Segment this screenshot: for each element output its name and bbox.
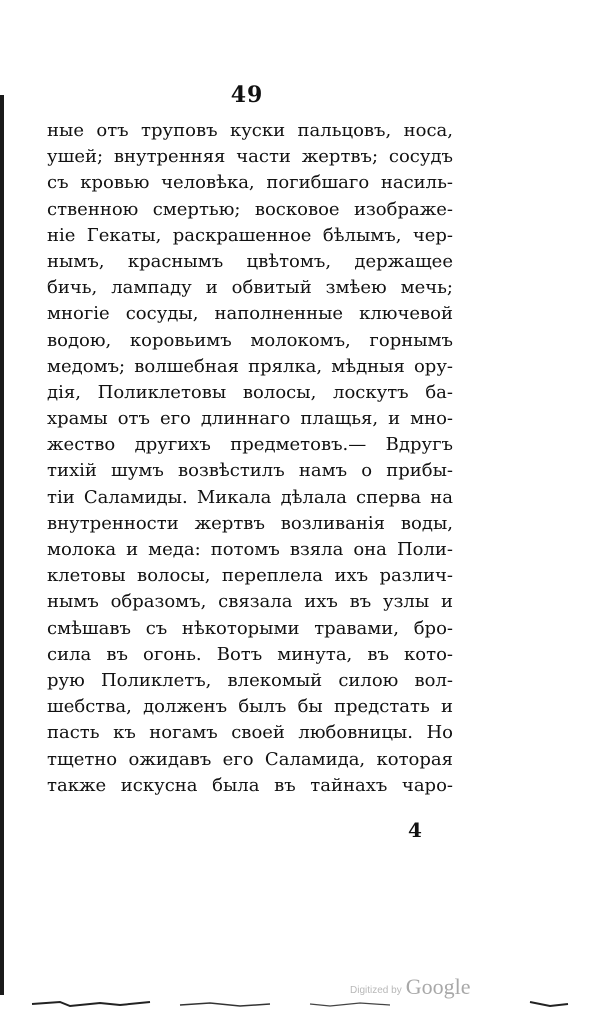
body-text bbox=[47, 118, 453, 799]
text-line: пасть къ ногамъ своей любовницы. Но bbox=[47, 722, 453, 744]
text-line: многіе сосуды, наполненные ключевой bbox=[47, 303, 453, 325]
text-line: нымъ, краснымъ цвѣтомъ, держащее bbox=[47, 250, 453, 272]
text-line: рую Поликлетъ, влекомый силою вол- bbox=[47, 669, 453, 691]
page-binding-edge bbox=[0, 95, 4, 995]
text-line: также искусна была въ тайнахъ чаро- bbox=[47, 774, 453, 796]
text-line: внутренности жертвъ возливанія воды, bbox=[47, 512, 453, 534]
watermark-prefix: Digitized by bbox=[350, 985, 402, 996]
text-line: шебства, долженъ былъ бы предстать и bbox=[47, 696, 453, 718]
text-line: тщетно ожидавъ его Саламида, которая bbox=[47, 748, 453, 770]
text-line: смѣшавъ съ нѣкоторыми травами, бро- bbox=[47, 617, 453, 639]
text-line: ные отъ труповъ куски пальцовъ, носа, bbox=[47, 120, 453, 141]
text-line: клетовы волосы, переплела ихъ различ- bbox=[47, 565, 453, 587]
text-line: дія, Поликлетовы волосы, лоскутъ ба- bbox=[47, 381, 453, 403]
watermark-logo: Google bbox=[405, 974, 471, 999]
text-line: водою, коровьимъ молокомъ, горнымъ bbox=[47, 329, 453, 351]
text-line: бичь, лампаду и обвитый змѣею мечь; bbox=[47, 277, 453, 299]
text-line: тіи Саламиды. Микала дѣлала сперва на bbox=[47, 486, 453, 508]
text-line: сила въ огонь. Вотъ минута, въ кото- bbox=[47, 643, 453, 665]
signature-mark: 4 bbox=[408, 818, 422, 842]
text-line: жество другихъ предметовъ.— Вдругъ bbox=[47, 434, 453, 456]
text-line: храмы отъ его длиннаго плащья, и мно- bbox=[47, 408, 453, 430]
scan-noise bbox=[30, 996, 570, 1010]
text-line: ушей; внутренняя части жертвъ; сосудъ bbox=[47, 146, 453, 168]
text-line: нымъ образомъ, связала ихъ въ узлы и bbox=[47, 591, 453, 613]
text-line: медомъ; волшебная прялка, мѣдныя ору- bbox=[47, 355, 453, 377]
text-line: тихій шумъ возвѣстилъ намъ о прибы- bbox=[47, 460, 453, 482]
text-line: молока и меда: потомъ взяла она Поли- bbox=[47, 539, 453, 560]
page-number: 49 bbox=[230, 82, 264, 108]
text-line: ніе Гекаты, раскрашенное бѣлымъ, чер- bbox=[47, 224, 453, 246]
text-line: ственною смертью; восковое изображе- bbox=[47, 198, 453, 220]
text-line: съ кровью человѣка, погибшаго насиль- bbox=[47, 172, 453, 194]
